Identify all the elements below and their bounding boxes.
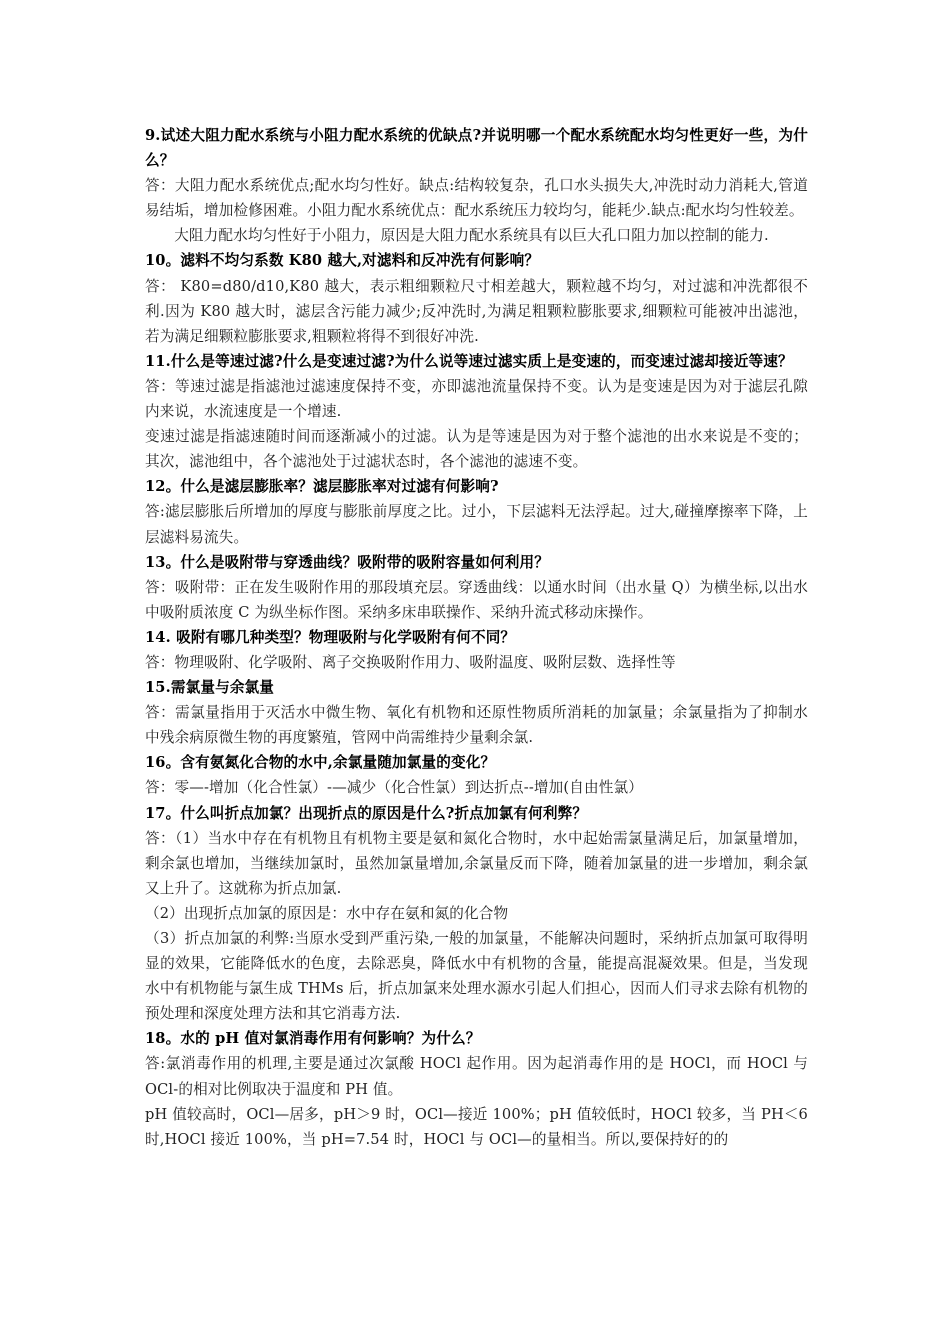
document-page xyxy=(145,123,808,1152)
answer-9-paragraph-2: 大阻力配水均匀性好于小阻力，原因是大阻力配水系统具有以巨大孔口阻力加以控制的能力. xyxy=(174,227,769,245)
answer-17-paragraph-2: （2）出现折点加氯的原因是：水中存在氨和氮的化合物 xyxy=(145,904,509,922)
answer-18-paragraph-1: 答:氯消毒作用的机理,主要是通过次氯酸 HOCl 起作用。因为起消毒作用的是 HOCl，而 HOCl 与 OCl-的相对比例取决于温度和 PH 值。 xyxy=(145,1055,808,1098)
question-15-title: 15.需氯量与余氯量 xyxy=(145,679,275,697)
question-9-title: 9.试述大阻力配水系统与小阻力配水系统的优缺点?并说明哪一个配水系统配水均匀性更好一些，为什么？ xyxy=(145,127,808,170)
answer-17-paragraph-1: 答：（1）当水中存在有机物且有机物主要是氨和氮化合物时，水中起始需氯量满足后，加氯量增加，剩余氯也增加，当继续加氯时，虽然加氯量增加,余氯量反而下降，随着加氯量的进一步增加，剩余氯又上升了。这就称为折点加氯. xyxy=(145,829,808,897)
question-18-title: 18。水的 pH 值对氯消毒作用有何影响？为什么？ xyxy=(145,1030,481,1048)
answer-11-paragraph-2: 变速过滤是指滤速随时间而逐渐减小的过滤。认为是等速是因为对于整个滤池的出水来说是不变的；其次，滤池组中，各个滤池处于过滤状态时，各个滤池的滤速不变。 xyxy=(145,428,808,471)
answer-12-paragraph-1: 答:滤层膨胀后所增加的厚度与膨胀前厚度之比。过小，下层滤料无法浮起。过大,碰撞摩擦率下降，上层滤料易流失。 xyxy=(145,503,808,546)
answer-13-paragraph-1: 答：吸附带：正在发生吸附作用的那段填充层。穿透曲线：以通水时间（出水量 Q）为横坐标,以出水中吸附质浓度 C 为纵坐标作图。采纳多床串联操作、采纳升流式移动床操作。 xyxy=(145,578,808,621)
answer-15-paragraph-1: 答：需氯量指用于灭活水中微生物、氧化有机物和还原性物质所消耗的加氯量；余氯量指为了抑制水中残余病原微生物的再度繁殖，管网中尚需维持少量剩余氯. xyxy=(145,704,808,747)
question-16-title: 16。含有氨氮化合物的水中,余氯量随加氯量的变化？ xyxy=(145,754,496,772)
answer-14-paragraph-1: 答：物理吸附、化学吸附、离子交换吸附作用力、吸附温度、吸附层数、选择性等 xyxy=(145,653,676,671)
question-17-title: 17。什么叫折点加氯？出现折点的原因是什么?折点加氯有何利弊？ xyxy=(145,804,588,822)
question-14-title: 14. 吸附有哪几种类型？物理吸附与化学吸附有何不同？ xyxy=(145,628,516,646)
question-10-title: 10。滤料不均匀系数 K80 越大,对滤料和反冲洗有何影响？ xyxy=(145,252,540,270)
question-13-title: 13。什么是吸附带与穿透曲线？吸附带的吸附容量如何利用？ xyxy=(145,553,549,571)
answer-17-paragraph-3: （3）折点加氯的利弊:当原水受到严重污染,一般的加氯量，不能解决问题时，采纳折点加氯可取得明显的效果，它能降低水的色度，去除恶臭，降低水中有机物的含量，能提高混凝效果。但是，当发现水中有机物能与氯生成 THMs 后，折点加氯来处理水源水引起人们担心，因而人们寻求去除有机物的预处理和深度处理方法和其它消毒方法. xyxy=(145,930,808,1023)
answer-18-paragraph-2: pH 值较高时，OCl—居多，pH＞9 时，OCl—接近 100%；pH 值较低时，HOCl 较多，当 PH＜6 时,HOCl 接近 100%，当 pH=7.54 时，HOCl 与 OCl—的量相当。所以,要保持好的的 xyxy=(145,1105,808,1148)
question-11-title: 11.什么是等速过滤?什么是变速过滤?为什么说等速过滤实质上是变速的，而变速过滤却接近等速？ xyxy=(145,352,793,370)
question-12-title: 12。什么是滤层膨胀率？滤层膨胀率对过滤有何影响? xyxy=(145,478,499,496)
answer-11-paragraph-1: 答：等速过滤是指滤池过滤速度保持不变，亦即滤池流量保持不变。认为是变速是因为对于滤层孔隙内来说，水流速度是一个增速. xyxy=(145,377,808,421)
answer-10-paragraph-1: 答： K80=d80/d10,K80 越大，表示粗细颗粒尺寸相差越大，颗粒越不均匀，对过滤和冲洗都很不利.因为 K80 越大时，滤层含污能力减少;反冲洗时,为满足粗颗粒膨胀要求,细颗粒可能被冲出滤池，若为满足细颗粒膨胀要求,粗颗粒将得不到很好冲洗. xyxy=(145,277,808,345)
answer-9-paragraph-1: 答：大阻力配水系统优点;配水均匀性好。缺点:结构较复杂，孔口水头损失大,冲洗时动力消耗大,管道易结垢，增加检修困难。小阻力配水系统优点：配水系统压力较均匀，能耗少.缺点:配水均匀性较差。 xyxy=(145,177,808,220)
answer-16-paragraph-1: 答：零—-增加（化合性氯）-—减少（化合性氯）到达折点--增加(自由性氯） xyxy=(145,779,643,797)
